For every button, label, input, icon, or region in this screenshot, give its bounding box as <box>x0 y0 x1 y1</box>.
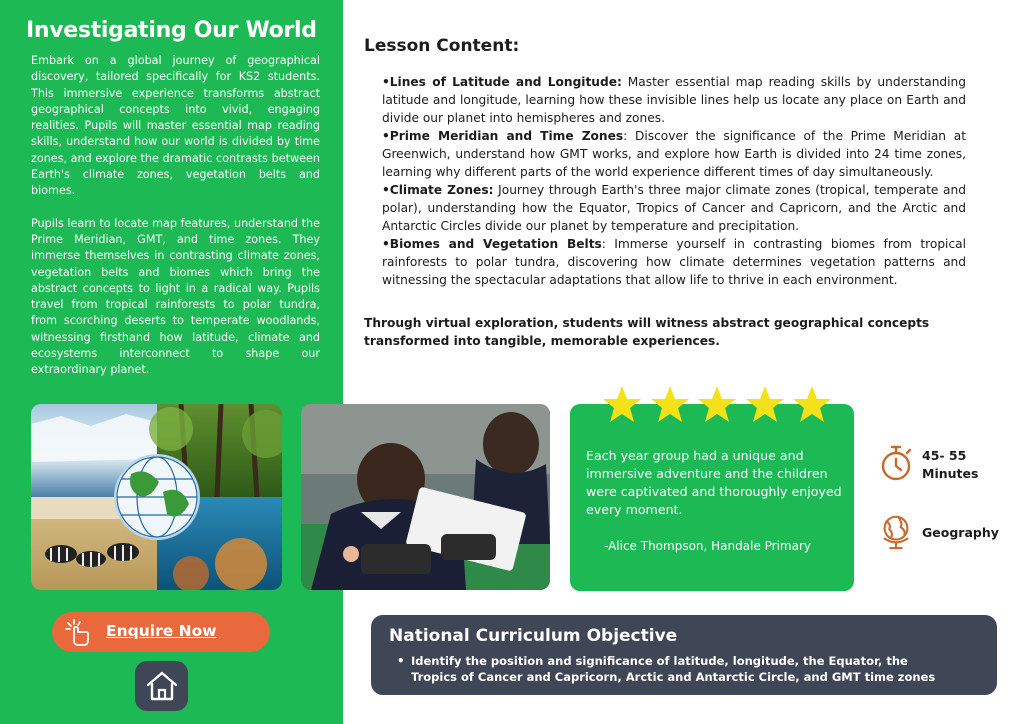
testimonial-attribution: -Alice Thompson, Handale Primary <box>604 539 812 553</box>
curriculum-objective-text <box>411 654 981 685</box>
enquire-now-label: Enquire Now <box>106 622 217 640</box>
duration-unit: Minutes <box>922 466 979 481</box>
lesson-item-text: : Immerse yourself in contrasting biomes from tropical rainforests to polar tundra, discovering how climate determines vegetation patterns and witnessing the spectacular adaptations that allow life to thrive in each environment. <box>382 237 966 287</box>
star-icon <box>697 384 737 424</box>
lesson-item-biomes <box>382 235 966 289</box>
lesson-item-title: •Prime Meridian and Time Zones <box>382 129 624 143</box>
curriculum-objective-box <box>371 615 997 695</box>
star-icon <box>602 384 642 424</box>
duration-value: 45- 55 <box>922 448 967 463</box>
lesson-content-heading: Lesson Content: <box>364 36 520 56</box>
intro-paragraph-1: Embark on a global journey of geographical discovery, tailored specifically for KS2 students. This immersive experience transforms abstract geographical concepts into vivid, engaging realities. Pupils will master essential map reading skills, understand how our world is divided by time zones, and explore the dramatic contrasts between Earth's climate zones, vegetation belts and biomes. <box>31 54 320 198</box>
stopwatch-icon <box>879 444 913 482</box>
curriculum-title: National Curriculum Objective <box>389 626 678 646</box>
children-vr-photo <box>301 404 550 590</box>
pointing-hand-icon <box>62 617 92 647</box>
globe-icon <box>879 512 913 550</box>
bullet-icon: • <box>397 654 405 668</box>
lesson-closing-statement: Through virtual exploration, students will witness abstract geographical concepts transformed into tangible, memorable experiences. <box>364 316 930 348</box>
home-button[interactable] <box>135 661 188 711</box>
enquire-now-button[interactable] <box>52 612 270 652</box>
curriculum-objective-line-2: Tropics of Cancer and Capricorn, Arctic and Antarctic Circle, and GMT time zones <box>411 669 936 684</box>
lesson-item-title: •Climate Zones: <box>382 183 494 197</box>
lesson-item-climate-zones <box>382 181 966 235</box>
lesson-item-text: Journey through Earth's three major climate zones (tropical, temperate and polar), understanding how the Equator, Tropics of Cancer and Capricorn, and the Arctic and Antarctic Circles divide our planet by temperature and precipitation. <box>382 183 966 233</box>
lesson-content-list <box>382 73 966 289</box>
lesson-item-latitude <box>382 73 966 127</box>
star-icon <box>745 384 785 424</box>
home-icon <box>145 670 179 702</box>
intro-paragraph-2: Pupils learn to locate map features, understand the Prime Meridian, GMT, and time zones. They immerse themselves in contrasting climate zones, vegetation belts and biomes which bring the abstract concepts to light in a radical way. Pupils travel from tropical rainforests to polar tundra, from scorching deserts to temperate woodlands, witnessing firsthand how latitude, climate and ecosystems interconnect to shape our extraordinary planet. <box>31 216 320 377</box>
subject-label: Geography <box>922 525 999 540</box>
curriculum-objective-line-1: Identify the position and significance of latitude, longitude, the Equator, the <box>411 654 908 668</box>
biomes-collage-image <box>31 404 282 590</box>
star-icon <box>792 384 832 424</box>
lesson-item-prime-meridian <box>382 127 966 181</box>
lesson-item-text: : Discover the significance of the Prime Meridian at Greenwich, understand how GMT works, and explore how Earth is divided into 24 time zones, learning why different parts of the world experience different times of day simultaneously. <box>382 129 966 179</box>
lesson-item-title: •Biomes and Vegetation Belts <box>382 237 602 251</box>
testimonial-quote: Each year group had a unique and immersive adventure and the children were captivated and thoroughly enjoyed every moment. <box>586 448 842 517</box>
lesson-item-text: Master essential map reading skills by understanding latitude and longitude, learning how these invisible lines help us locate any place on Earth and divide our planet into hemispheres and zones. <box>382 75 966 125</box>
lesson-item-title: •Lines of Latitude and Longitude: <box>382 75 622 89</box>
star-rating <box>602 384 832 424</box>
page-title: Investigating Our World <box>26 18 317 43</box>
intro-text <box>31 53 320 379</box>
star-icon <box>650 384 690 424</box>
